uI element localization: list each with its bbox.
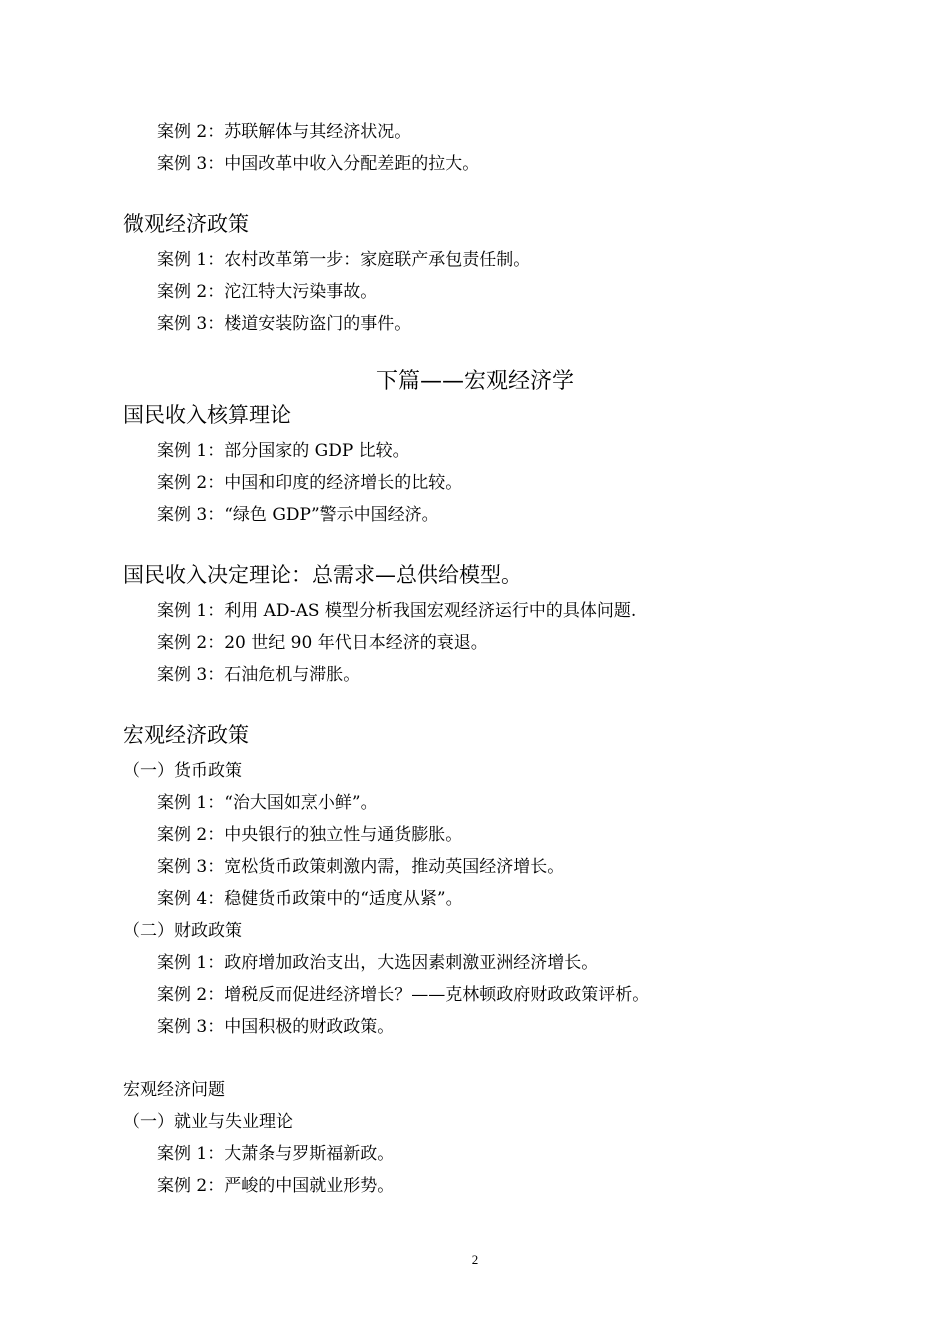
case-item: 案例 3：“绿色 GDP”警示中国经济。: [157, 505, 439, 525]
case-item: 案例 3：中国积极的财政政策。: [157, 1017, 395, 1037]
subsection-employment: （一）就业与失业理论: [123, 1112, 293, 1132]
case-item: 案例 3：楼道安装防盗门的事件。: [157, 314, 412, 334]
case-item: 案例 1：部分国家的 GDP 比较。: [157, 441, 410, 461]
case-item: 案例 2：沱江特大污染事故。: [157, 282, 378, 302]
case-item: 案例 2：中国和印度的经济增长的比较。: [157, 473, 463, 493]
case-item: 案例 3：石油危机与滞胀。: [157, 665, 361, 685]
page-number: 2: [471, 1252, 479, 1267]
section-heading-micro-policy: 微观经济政策: [123, 212, 249, 236]
case-item: 案例 3：宽松货币政策刺激内需，推动英国经济增长。: [157, 857, 565, 877]
case-item: 案例 1：农村改革第一步：家庭联产承包责任制。: [157, 250, 531, 270]
case-item: 案例 1：政府增加政治支出，大选因素刺激亚洲经济增长。: [157, 953, 599, 973]
section-heading-macro-policy: 宏观经济政策: [123, 723, 249, 747]
case-item: 案例 2：严峻的中国就业形势。: [157, 1176, 395, 1196]
case-item: 案例 1：利用 AD-AS 模型分析我国宏观经济运行中的具体问题.: [157, 601, 637, 621]
subsection-fiscal-policy: （二）财政政策: [123, 921, 242, 941]
case-item: 案例 2：中央银行的独立性与通货膨胀。: [157, 825, 463, 845]
case-item: 案例 3：中国改革中收入分配差距的拉大。: [157, 154, 480, 174]
section-heading-national-income-accounting: 国民收入核算理论: [123, 403, 291, 427]
case-item: 案例 1：“治大国如烹小鲜”。: [157, 793, 378, 813]
case-item: 案例 1：大萧条与罗斯福新政。: [157, 1144, 395, 1164]
case-item: 案例 2：苏联解体与其经济状况。: [157, 122, 412, 142]
subsection-monetary-policy: （一）货币政策: [123, 761, 242, 781]
case-item: 案例 2：增税反而促进经济增长？——克林顿政府财政政策评析。: [157, 985, 650, 1005]
case-item: 案例 4：稳健货币政策中的“适度从紧”。: [157, 889, 463, 909]
part-title: 下篇——宏观经济学: [375, 369, 574, 394]
section-heading-income-determination: 国民收入决定理论：总需求—总供给模型。: [123, 563, 522, 587]
case-item: 案例 2：20 世纪 90 年代日本经济的衰退。: [157, 633, 488, 653]
section-heading-macro-issues: 宏观经济问题: [123, 1080, 225, 1100]
